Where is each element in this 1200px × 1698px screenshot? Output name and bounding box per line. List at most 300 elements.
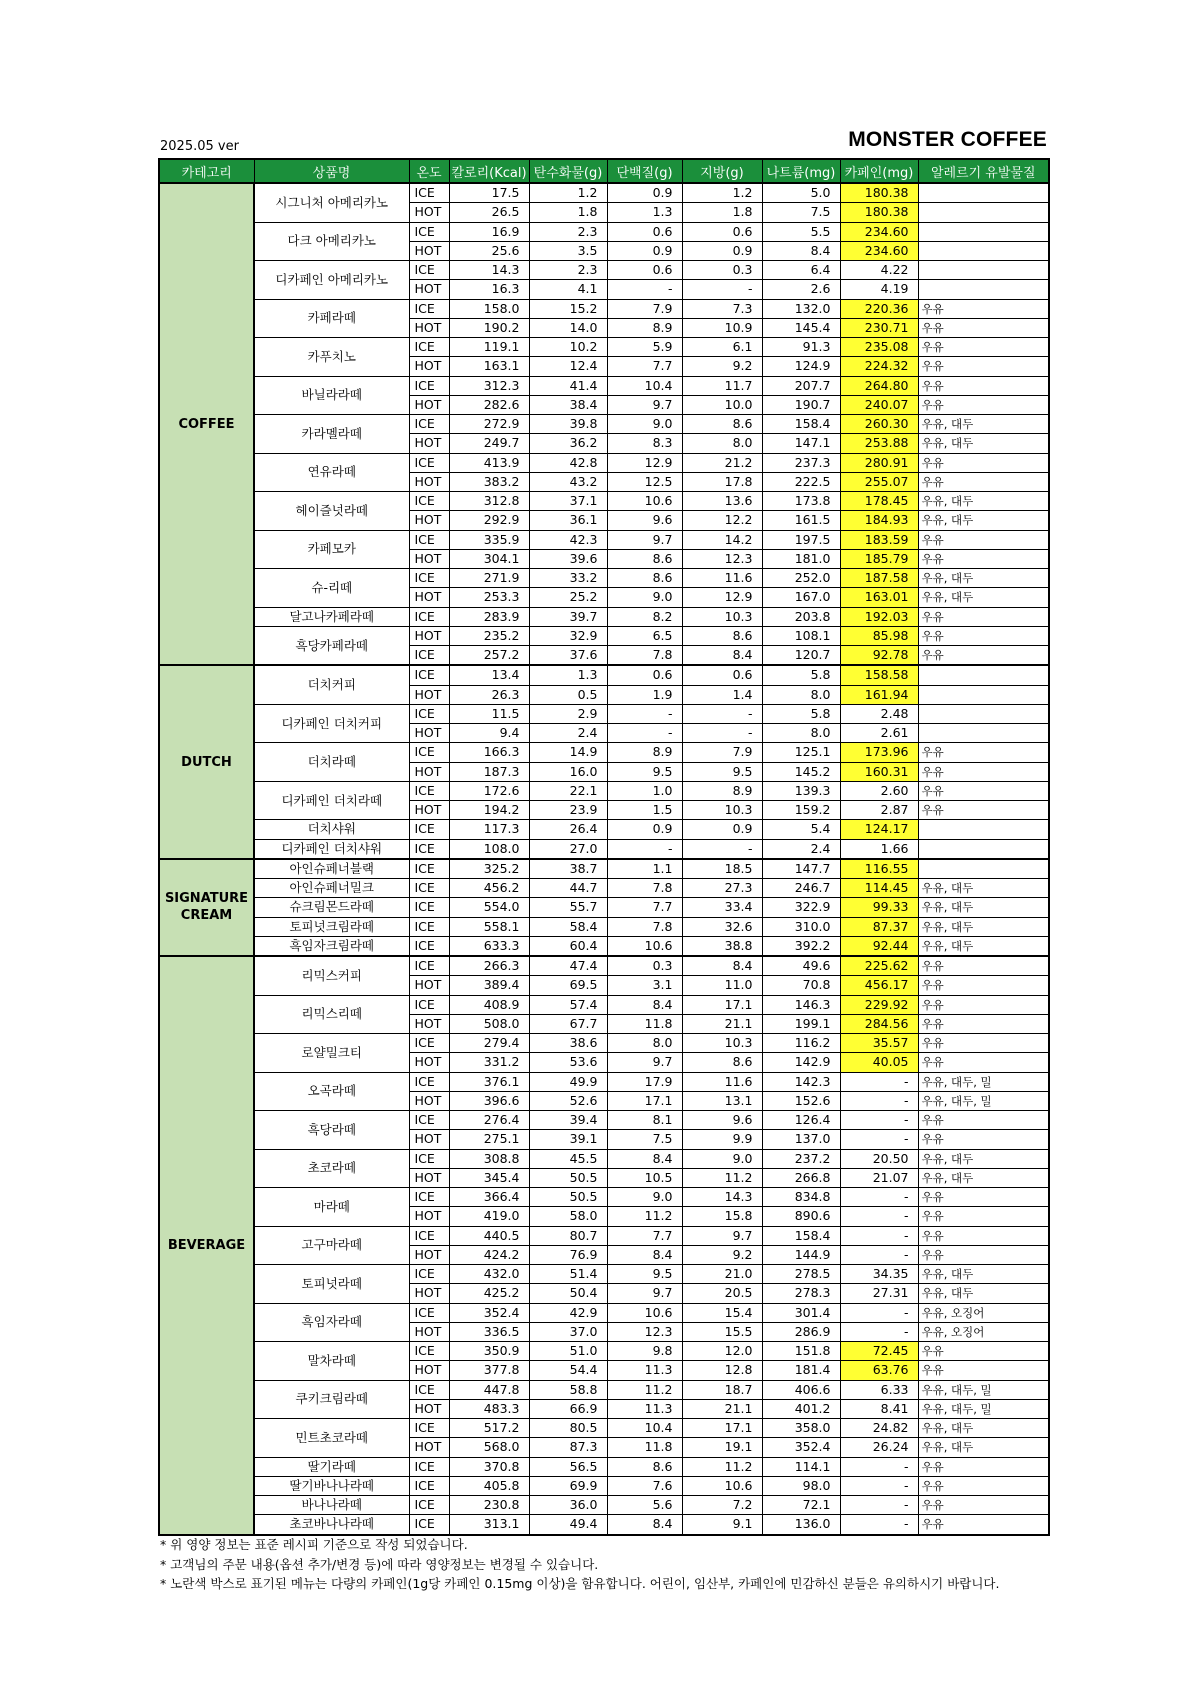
temperature-cell: ICE [409, 995, 449, 1014]
sodium-cell: 222.5 [762, 472, 840, 491]
allergen-cell: 우유 [918, 472, 1049, 491]
calories-cell: 272.9 [449, 415, 529, 434]
fat-cell: 10.3 [682, 607, 762, 626]
product-name: 초코라떼 [254, 1149, 409, 1188]
product-name: 아인슈페너밀크 [254, 879, 409, 898]
carbs-cell: 26.4 [529, 820, 607, 839]
temperature-cell: HOT [409, 472, 449, 491]
fat-cell: 13.6 [682, 492, 762, 511]
col-sodium: 나트륨(mg) [762, 159, 840, 183]
calories-cell: 26.3 [449, 685, 529, 704]
col-calories: 칼로리(Kcal) [449, 159, 529, 183]
carbs-cell: 42.9 [529, 1303, 607, 1322]
fat-cell: 12.0 [682, 1342, 762, 1361]
carbs-cell: 87.3 [529, 1438, 607, 1457]
fat-cell: 9.5 [682, 762, 762, 781]
temperature-cell: HOT [409, 1130, 449, 1149]
fat-cell: 0.6 [682, 222, 762, 241]
protein-cell: 11.3 [607, 1361, 682, 1380]
fat-cell: 18.7 [682, 1380, 762, 1399]
temperature-cell: ICE [409, 1457, 449, 1476]
caffeine-cell: - [840, 1072, 918, 1091]
caffeine-cell: 255.07 [840, 472, 918, 491]
calories-cell: 419.0 [449, 1207, 529, 1226]
allergen-cell: 우유 [918, 338, 1049, 357]
temperature-cell: HOT [409, 434, 449, 453]
table-row [159, 1457, 1049, 1476]
col-category: 카테고리 [159, 159, 254, 183]
carbs-cell: 51.0 [529, 1342, 607, 1361]
carbs-cell: 51.4 [529, 1265, 607, 1284]
temperature-cell: ICE [409, 879, 449, 898]
caffeine-cell: 4.22 [840, 261, 918, 280]
allergen-cell: 우유 [918, 1130, 1049, 1149]
carbs-cell: 76.9 [529, 1245, 607, 1264]
fat-cell: 21.1 [682, 1014, 762, 1033]
allergen-cell: 우유 [918, 646, 1049, 666]
fat-cell: 8.6 [682, 1053, 762, 1072]
protein-cell: 8.3 [607, 434, 682, 453]
carbs-cell: 1.2 [529, 183, 607, 203]
product-name: 바닐라라떼 [254, 376, 409, 415]
product-name: 슈-리떼 [254, 569, 409, 608]
caffeine-cell: 220.36 [840, 299, 918, 318]
temperature-cell: ICE [409, 453, 449, 472]
caffeine-cell: - [840, 1130, 918, 1149]
calories-cell: 376.1 [449, 1072, 529, 1091]
calories-cell: 312.3 [449, 376, 529, 395]
fat-cell: 10.6 [682, 1476, 762, 1495]
calories-cell: 440.5 [449, 1226, 529, 1245]
table-row [159, 183, 1049, 203]
allergen-cell: 우유 [918, 318, 1049, 337]
protein-cell: 9.7 [607, 395, 682, 414]
table-row [159, 261, 1049, 280]
product-name: 연유라떼 [254, 453, 409, 492]
caffeine-cell: 34.35 [840, 1265, 918, 1284]
caffeine-cell: 187.58 [840, 569, 918, 588]
protein-cell: 7.7 [607, 1226, 682, 1245]
product-name: 흑당라떼 [254, 1111, 409, 1150]
temperature-cell: ICE [409, 569, 449, 588]
calories-cell: 11.5 [449, 704, 529, 723]
product-name: 디카페인 더치샤워 [254, 839, 409, 859]
allergen-cell: 우유, 대두 [918, 898, 1049, 917]
table-row [159, 1303, 1049, 1322]
sodium-cell: 145.4 [762, 318, 840, 337]
calories-cell: 172.6 [449, 781, 529, 800]
protein-cell: - [607, 704, 682, 723]
sodium-cell: 132.0 [762, 299, 840, 318]
calories-cell: 456.2 [449, 879, 529, 898]
caffeine-cell: 6.33 [840, 1380, 918, 1399]
carbs-cell: 38.4 [529, 395, 607, 414]
caffeine-cell: - [840, 1515, 918, 1535]
temperature-cell: ICE [409, 704, 449, 723]
table-row [159, 1476, 1049, 1495]
sodium-cell: 392.2 [762, 936, 840, 956]
fat-cell: 0.9 [682, 820, 762, 839]
sodium-cell: 203.8 [762, 607, 840, 626]
sodium-cell: 8.0 [762, 685, 840, 704]
sodium-cell: 114.1 [762, 1457, 840, 1476]
temperature-cell: ICE [409, 898, 449, 917]
product-name: 시그니처 아메리카노 [254, 183, 409, 222]
calories-cell: 350.9 [449, 1342, 529, 1361]
caffeine-cell: 27.31 [840, 1284, 918, 1303]
carbs-cell: 0.5 [529, 685, 607, 704]
carbs-cell: 39.8 [529, 415, 607, 434]
product-name: 오곡라떼 [254, 1072, 409, 1111]
protein-cell: 11.3 [607, 1399, 682, 1418]
caffeine-cell: 185.79 [840, 549, 918, 568]
allergen-cell: 우유, 대두 [918, 1265, 1049, 1284]
calories-cell: 16.3 [449, 280, 529, 299]
carbs-cell: 27.0 [529, 839, 607, 859]
carbs-cell: 2.9 [529, 704, 607, 723]
caffeine-cell: 180.38 [840, 203, 918, 222]
caffeine-cell: 173.96 [840, 743, 918, 762]
table-row [159, 1342, 1049, 1361]
table-row [159, 704, 1049, 723]
product-name: 흑임자크림라떼 [254, 936, 409, 956]
product-name: 마라떼 [254, 1188, 409, 1227]
sodium-cell: 8.4 [762, 241, 840, 260]
product-name: 민트초코라떼 [254, 1419, 409, 1458]
fat-cell: 8.4 [682, 956, 762, 976]
caffeine-cell: 85.98 [840, 626, 918, 645]
protein-cell: - [607, 280, 682, 299]
calories-cell: 517.2 [449, 1419, 529, 1438]
fat-cell: 1.8 [682, 203, 762, 222]
calories-cell: 352.4 [449, 1303, 529, 1322]
protein-cell: 10.5 [607, 1168, 682, 1187]
col-protein: 단백질(g) [607, 159, 682, 183]
sodium-cell: 151.8 [762, 1342, 840, 1361]
allergen-cell: 우유, 오징어 [918, 1322, 1049, 1341]
carbs-cell: 36.1 [529, 511, 607, 530]
calories-cell: 249.7 [449, 434, 529, 453]
carbs-cell: 2.4 [529, 724, 607, 743]
sodium-cell: 6.4 [762, 261, 840, 280]
caffeine-cell: 124.17 [840, 820, 918, 839]
sodium-cell: 70.8 [762, 976, 840, 995]
fat-cell: 9.2 [682, 357, 762, 376]
allergen-cell: 우유 [918, 549, 1049, 568]
calories-cell: 568.0 [449, 1438, 529, 1457]
caffeine-cell: 116.55 [840, 859, 918, 879]
carbs-cell: 16.0 [529, 762, 607, 781]
carbs-cell: 58.0 [529, 1207, 607, 1226]
calories-cell: 304.1 [449, 549, 529, 568]
carbs-cell: 66.9 [529, 1399, 607, 1418]
carbs-cell: 10.2 [529, 338, 607, 357]
product-name: 더치커피 [254, 665, 409, 704]
allergen-cell [918, 222, 1049, 241]
fat-cell: 20.5 [682, 1284, 762, 1303]
category-cell: SIGNATURE CREAM [159, 859, 254, 956]
allergen-cell: 우유 [918, 762, 1049, 781]
carbs-cell: 2.3 [529, 261, 607, 280]
temperature-cell: ICE [409, 1265, 449, 1284]
calories-cell: 405.8 [449, 1476, 529, 1495]
temperature-cell: HOT [409, 801, 449, 820]
col-product: 상품명 [254, 159, 409, 183]
caffeine-cell: 2.60 [840, 781, 918, 800]
protein-cell: 8.6 [607, 569, 682, 588]
protein-cell: 9.7 [607, 530, 682, 549]
protein-cell: 8.2 [607, 607, 682, 626]
footnote: * 위 영양 정보는 표준 레시피 기준으로 작성 되었습니다. [160, 1537, 468, 1552]
temperature-cell: ICE [409, 1072, 449, 1091]
temperature-cell: ICE [409, 1303, 449, 1322]
allergen-cell: 우유, 대두 [918, 511, 1049, 530]
allergen-cell: 우유, 대두 [918, 1284, 1049, 1303]
table-row [159, 376, 1049, 395]
protein-cell: 17.9 [607, 1072, 682, 1091]
calories-cell: 275.1 [449, 1130, 529, 1149]
caffeine-cell: 240.07 [840, 395, 918, 414]
temperature-cell: ICE [409, 492, 449, 511]
protein-cell: 9.0 [607, 588, 682, 607]
temperature-cell: ICE [409, 338, 449, 357]
allergen-cell: 우유 [918, 743, 1049, 762]
protein-cell: 1.3 [607, 203, 682, 222]
fat-cell: - [682, 839, 762, 859]
temperature-cell: HOT [409, 1245, 449, 1264]
fat-cell: 8.0 [682, 434, 762, 453]
allergen-cell: 우유, 대두 [918, 1168, 1049, 1187]
allergen-cell: 우유 [918, 1226, 1049, 1245]
protein-cell: 12.9 [607, 453, 682, 472]
table-row [159, 1149, 1049, 1168]
fat-cell: 17.8 [682, 472, 762, 491]
allergen-cell: 우유, 대두, 밀 [918, 1072, 1049, 1091]
table-row [159, 995, 1049, 1014]
protein-cell: 17.1 [607, 1091, 682, 1110]
allergen-cell: 우유 [918, 1111, 1049, 1130]
temperature-cell: ICE [409, 859, 449, 879]
carbs-cell: 49.4 [529, 1515, 607, 1535]
sodium-cell: 5.4 [762, 820, 840, 839]
temperature-cell: HOT [409, 1322, 449, 1341]
sodium-cell: 8.0 [762, 724, 840, 743]
table-row [159, 1072, 1049, 1091]
sodium-cell: 139.3 [762, 781, 840, 800]
fat-cell: 14.2 [682, 530, 762, 549]
fat-cell: 33.4 [682, 898, 762, 917]
product-name: 리믹스커피 [254, 956, 409, 995]
fat-cell: 9.7 [682, 1226, 762, 1245]
fat-cell: 7.3 [682, 299, 762, 318]
fat-cell: 11.2 [682, 1457, 762, 1476]
table-row [159, 956, 1049, 976]
caffeine-cell: - [840, 1457, 918, 1476]
sodium-cell: 2.6 [762, 280, 840, 299]
allergen-cell: 우유 [918, 376, 1049, 395]
fat-cell: 12.9 [682, 588, 762, 607]
fat-cell: 13.1 [682, 1091, 762, 1110]
calories-cell: 17.5 [449, 183, 529, 203]
sodium-cell: 146.3 [762, 995, 840, 1014]
protein-cell: 1.0 [607, 781, 682, 800]
allergen-cell: 우유 [918, 626, 1049, 645]
allergen-cell: 우유 [918, 801, 1049, 820]
sodium-cell: 890.6 [762, 1207, 840, 1226]
caffeine-cell: - [840, 1188, 918, 1207]
protein-cell: 1.1 [607, 859, 682, 879]
carbs-cell: 55.7 [529, 898, 607, 917]
caffeine-cell: 180.38 [840, 183, 918, 203]
temperature-cell: ICE [409, 183, 449, 203]
fat-cell: 11.2 [682, 1168, 762, 1187]
table-row [159, 1034, 1049, 1053]
calories-cell: 345.4 [449, 1168, 529, 1187]
header-row [159, 159, 1049, 183]
carbs-cell: 53.6 [529, 1053, 607, 1072]
temperature-cell: HOT [409, 724, 449, 743]
sodium-cell: 5.0 [762, 183, 840, 203]
sodium-cell: 5.8 [762, 665, 840, 685]
carbs-cell: 42.3 [529, 530, 607, 549]
product-name: 딸기바나나라떼 [254, 1476, 409, 1495]
temperature-cell: ICE [409, 530, 449, 549]
protein-cell: 10.6 [607, 1303, 682, 1322]
product-name: 고구마라떼 [254, 1226, 409, 1265]
protein-cell: 11.2 [607, 1380, 682, 1399]
temperature-cell: HOT [409, 1168, 449, 1187]
temperature-cell: ICE [409, 376, 449, 395]
temperature-cell: HOT [409, 1091, 449, 1110]
fat-cell: 8.6 [682, 626, 762, 645]
protein-cell: 0.6 [607, 665, 682, 685]
sodium-cell: 125.1 [762, 743, 840, 762]
protein-cell: 7.8 [607, 917, 682, 936]
caffeine-cell: 8.41 [840, 1399, 918, 1418]
carbs-cell: 50.5 [529, 1168, 607, 1187]
protein-cell: 8.9 [607, 743, 682, 762]
caffeine-cell: 63.76 [840, 1361, 918, 1380]
fat-cell: 9.0 [682, 1149, 762, 1168]
allergen-cell: 우유, 대두, 밀 [918, 1091, 1049, 1110]
temperature-cell: ICE [409, 839, 449, 859]
fat-cell: 12.2 [682, 511, 762, 530]
calories-cell: 190.2 [449, 318, 529, 337]
carbs-cell: 49.9 [529, 1072, 607, 1091]
fat-cell: 10.3 [682, 801, 762, 820]
carbs-cell: 47.4 [529, 956, 607, 976]
allergen-cell [918, 203, 1049, 222]
allergen-cell: 우유, 대두 [918, 879, 1049, 898]
fat-cell: - [682, 704, 762, 723]
allergen-cell: 우유, 대두 [918, 1438, 1049, 1457]
sodium-cell: 167.0 [762, 588, 840, 607]
fat-cell: 9.1 [682, 1515, 762, 1535]
product-name: 카푸치노 [254, 338, 409, 377]
allergen-cell: 우유 [918, 976, 1049, 995]
calories-cell: 108.0 [449, 839, 529, 859]
calories-cell: 13.4 [449, 665, 529, 685]
protein-cell: 8.4 [607, 1515, 682, 1535]
calories-cell: 163.1 [449, 357, 529, 376]
caffeine-cell: 163.01 [840, 588, 918, 607]
fat-cell: 12.8 [682, 1361, 762, 1380]
allergen-cell: 우유 [918, 357, 1049, 376]
sodium-cell: 120.7 [762, 646, 840, 666]
allergen-cell: 우유, 대두 [918, 588, 1049, 607]
sodium-cell: 108.1 [762, 626, 840, 645]
product-name: 흑임자라떼 [254, 1303, 409, 1342]
temperature-cell: HOT [409, 1284, 449, 1303]
table-row [159, 936, 1049, 956]
allergen-cell: 우유 [918, 1014, 1049, 1033]
calories-cell: 117.3 [449, 820, 529, 839]
allergen-cell: 우유, 대두 [918, 917, 1049, 936]
sodium-cell: 181.4 [762, 1361, 840, 1380]
caffeine-cell: 4.19 [840, 280, 918, 299]
table-row [159, 781, 1049, 800]
fat-cell: 1.4 [682, 685, 762, 704]
temperature-cell: ICE [409, 222, 449, 241]
table-row [159, 1515, 1049, 1535]
table-row [159, 1226, 1049, 1245]
calories-cell: 447.8 [449, 1380, 529, 1399]
fat-cell: 11.7 [682, 376, 762, 395]
caffeine-cell: 224.32 [840, 357, 918, 376]
table-row [159, 839, 1049, 859]
allergen-cell: 우유 [918, 1496, 1049, 1515]
col-fat: 지방(g) [682, 159, 762, 183]
sodium-cell: 91.3 [762, 338, 840, 357]
fat-cell: 21.1 [682, 1399, 762, 1418]
caffeine-cell: 87.37 [840, 917, 918, 936]
temperature-cell: ICE [409, 1476, 449, 1495]
protein-cell: 9.0 [607, 1188, 682, 1207]
temperature-cell: ICE [409, 1419, 449, 1438]
carbs-cell: 12.4 [529, 357, 607, 376]
fat-cell: - [682, 724, 762, 743]
caffeine-cell: 234.60 [840, 222, 918, 241]
allergen-cell [918, 704, 1049, 723]
protein-cell: 8.4 [607, 1245, 682, 1264]
allergen-cell: 우유 [918, 453, 1049, 472]
fat-cell: 0.9 [682, 241, 762, 260]
fat-cell: 15.5 [682, 1322, 762, 1341]
temperature-cell: ICE [409, 820, 449, 839]
protein-cell: 8.1 [607, 1111, 682, 1130]
temperature-cell: ICE [409, 781, 449, 800]
carbs-cell: 1.3 [529, 665, 607, 685]
carbs-cell: 52.6 [529, 1091, 607, 1110]
allergen-cell [918, 820, 1049, 839]
protein-cell: 12.3 [607, 1322, 682, 1341]
table-row [159, 492, 1049, 511]
allergen-cell: 우유 [918, 995, 1049, 1014]
col-caffeine: 카페인(mg) [840, 159, 918, 183]
table-row [159, 530, 1049, 549]
temperature-cell: HOT [409, 511, 449, 530]
protein-cell: 0.6 [607, 222, 682, 241]
carbs-cell: 4.1 [529, 280, 607, 299]
calories-cell: 313.1 [449, 1515, 529, 1535]
calories-cell: 14.3 [449, 261, 529, 280]
allergen-cell: 우유 [918, 1188, 1049, 1207]
calories-cell: 25.6 [449, 241, 529, 260]
carbs-cell: 36.2 [529, 434, 607, 453]
temperature-cell: HOT [409, 1053, 449, 1072]
caffeine-cell: 1.66 [840, 839, 918, 859]
col-carbs: 탄수화물(g) [529, 159, 607, 183]
